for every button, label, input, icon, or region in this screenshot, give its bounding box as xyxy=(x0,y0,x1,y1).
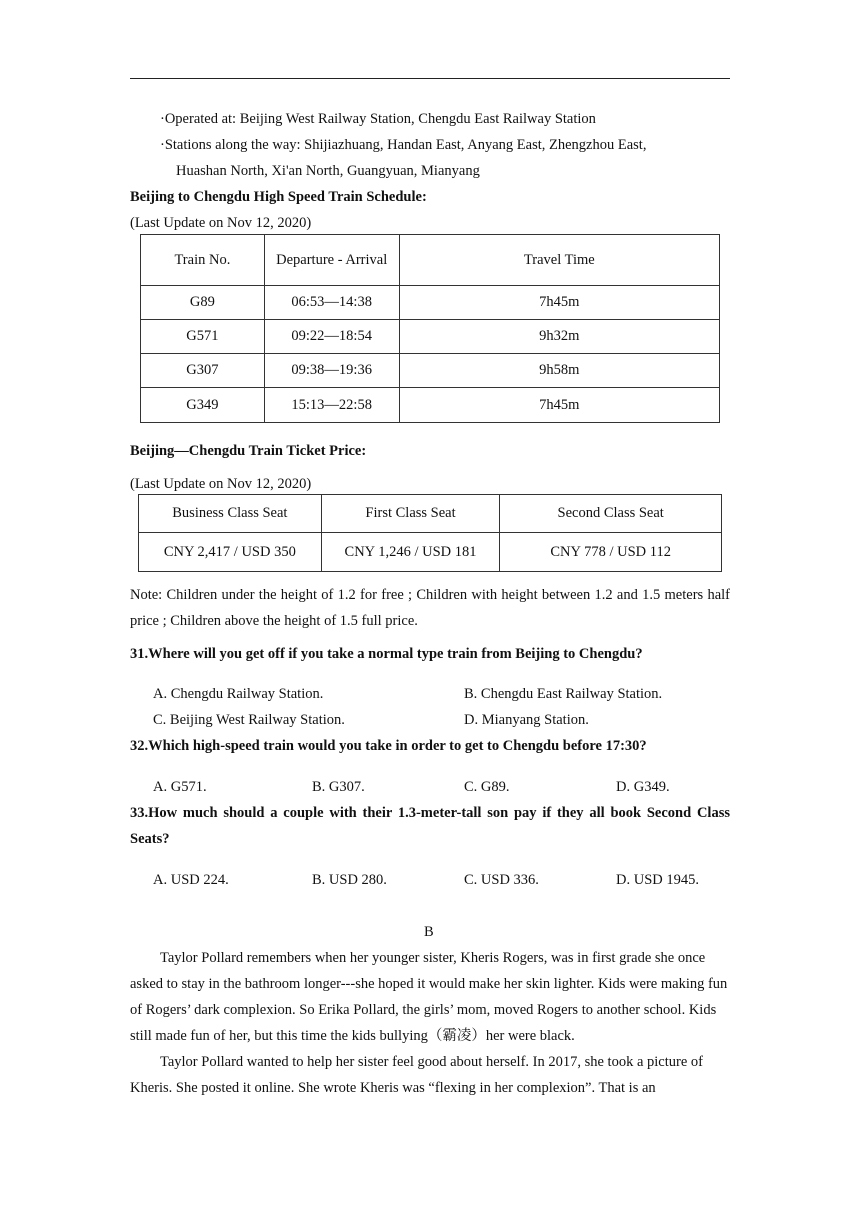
schedule-header-travel-time: Travel Time xyxy=(399,235,719,286)
schedule-header-departure-arrival: Departure - Arrival xyxy=(264,235,399,286)
departure-arrival-cell: 09:38—19:36 xyxy=(264,354,399,388)
question-31-option-a: A. Chengdu Railway Station. xyxy=(153,686,324,702)
schedule-update: (Last Update on Nov 12, 2020) xyxy=(130,215,312,231)
price-header-row xyxy=(139,495,722,533)
passage-paragraph-1: Taylor Pollard remembers when her younger sister, Kheris Rogers, was in first grade she once asked to stay in the bathroom longer---she hoped it would make her skin lighter. Kids were making fun of Rogers’ dark complexion. So Erika Pollard, the girls’ mom, moved Rogers to another school. Kids still made fun of her, but this time the kids bullying（霸凌）her were black. xyxy=(130,950,728,1044)
train-no-cell: G89 xyxy=(141,286,265,320)
question-33-option-d: D. USD 1945. xyxy=(616,872,699,888)
schedule-header-train: Train No. xyxy=(141,235,265,286)
departure-arrival-cell: 15:13—22:58 xyxy=(264,388,399,423)
question-31-option-c: C. Beijing West Railway Station. xyxy=(153,712,345,728)
question-33-option-b: B. USD 280. xyxy=(312,872,387,888)
travel-time-cell: 9h58m xyxy=(399,354,719,388)
operated-at-line: ·Operated at: Beijing West Railway Station, Chengdu East Railway Station xyxy=(160,111,596,127)
train-no-cell: G349 xyxy=(141,388,265,423)
train-no-cell: G571 xyxy=(141,320,265,354)
price-header-second: Second Class Seat xyxy=(500,495,722,533)
stations-line-1: ·Stations along the way: Shijiazhuang, Handan East, Anyang East, Zhengzhou East, xyxy=(160,137,647,153)
schedule-heading: Beijing to Chengdu High Speed Train Schedule: xyxy=(130,189,427,205)
table-row xyxy=(141,354,720,388)
stations-line-2: Huashan North, Xi'an North, Guangyuan, Mianyang xyxy=(176,163,480,179)
question-32-option-c: C. G89. xyxy=(464,779,510,795)
first-price-cell: CNY 1,246 / USD 181 xyxy=(321,533,500,572)
table-row xyxy=(141,388,720,423)
price-heading: Beijing—Chengdu Train Ticket Price: xyxy=(130,443,367,459)
table-row xyxy=(141,286,720,320)
question-31-stem: 31.Where will you get off if you take a normal type train from Beijing to Chengdu? xyxy=(130,646,643,662)
departure-arrival-cell: 06:53—14:38 xyxy=(264,286,399,320)
schedule-table xyxy=(140,234,720,423)
question-33-option-a: A. USD 224. xyxy=(153,872,229,888)
train-no-cell: G307 xyxy=(141,354,265,388)
price-header-business: Business Class Seat xyxy=(139,495,322,533)
travel-time-cell: 7h45m xyxy=(399,388,719,423)
question-31-option-b: B. Chengdu East Railway Station. xyxy=(464,686,663,702)
question-33-option-c: C. USD 336. xyxy=(464,872,539,888)
price-update: (Last Update on Nov 12, 2020) xyxy=(130,476,312,492)
travel-time-cell: 7h45m xyxy=(399,286,719,320)
question-32-option-a: A. G571. xyxy=(153,779,207,795)
question-32-option-d: D. G349. xyxy=(616,779,670,795)
travel-time-cell: 9h32m xyxy=(399,320,719,354)
question-33-stem: 33.How much should a couple with their 1.3-meter-tall son pay if they all book Second Class Seats? xyxy=(130,805,730,847)
header-rule xyxy=(130,78,730,79)
price-header-first: First Class Seat xyxy=(321,495,500,533)
business-price-cell: CNY 2,417 / USD 350 xyxy=(139,533,322,572)
table-row xyxy=(141,320,720,354)
schedule-header-row xyxy=(141,235,720,286)
section-b-label: B xyxy=(424,924,434,940)
question-32-option-b: B. G307. xyxy=(312,779,365,795)
question-31-option-d: D. Mianyang Station. xyxy=(464,712,589,728)
price-table xyxy=(138,494,722,572)
question-32-stem: 32.Which high-speed train would you take in order to get to Chengdu before 17:30? xyxy=(130,738,647,754)
passage-paragraph-2: Taylor Pollard wanted to help her sister feel good about herself. In 2017, she took a picture of Kheris. She posted it online. She wrote Kheris was “flexing in her complexion”. That is an xyxy=(130,1054,703,1096)
table-row xyxy=(139,533,722,572)
departure-arrival-cell: 09:22—18:54 xyxy=(264,320,399,354)
children-note: Note: Children under the height of 1.2 for free ; Children with height between 1.2 and 1.5 meters half price ; Children above the height of 1.5 full price. xyxy=(130,587,730,629)
second-price-cell: CNY 778 / USD 112 xyxy=(500,533,722,572)
